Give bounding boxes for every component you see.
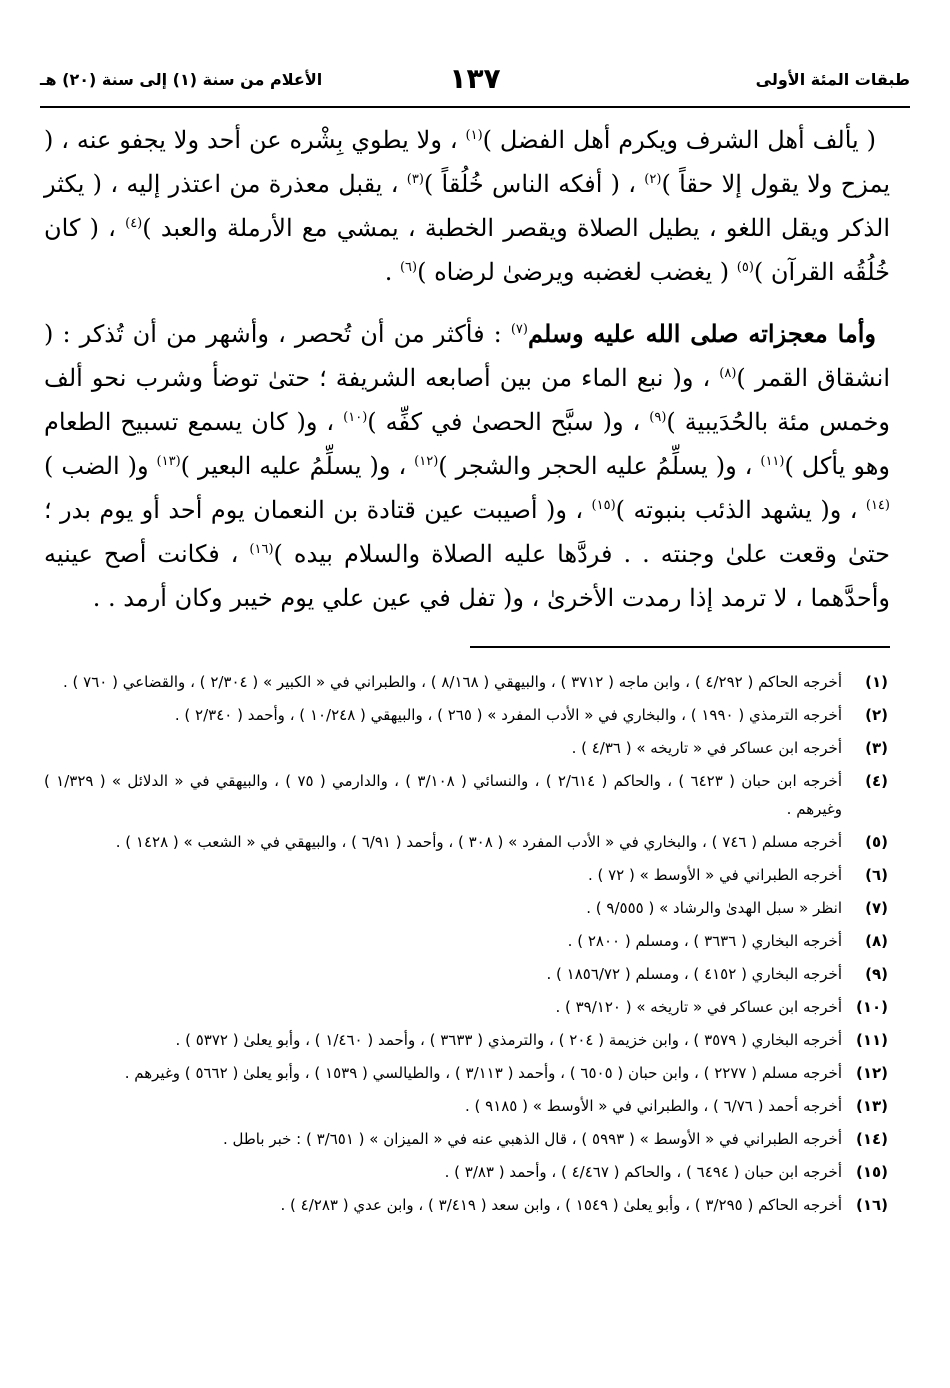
footnote-ref: (١١) <box>760 454 785 469</box>
footnote-text: أخرجه ابن حبان ( ٦٤٩٤ ) ، والحاكم ( ٤/٤٦٧ ) ، وأحمد ( ٣/٨٣ ) . <box>444 1163 842 1181</box>
text-run: ، ( كان خُلُقُه القرآن ) <box>44 214 890 286</box>
footnote-text: أخرجه الترمذي ( ١٩٩٠ ) ، والبخاري في « الأدب المفرد » ( ٢٦٥ ) ، والبيهقي ( ١٠/٢٤٨ ) ، وأحمد ( ٢/٣٤٠ ) . <box>174 706 842 724</box>
paragraph-miracles <box>44 312 890 620</box>
footnote-number: (١٦) <box>855 1196 888 1214</box>
footnote-number: (٢) <box>865 706 888 724</box>
text-run: ، و( كان يسمع تسبيح الطعام وهو يأكل ) <box>44 408 890 480</box>
footnote-rule <box>470 646 890 648</box>
text-run: ، و( يسلِّمُ عليه الحجر والشجر ) <box>438 452 761 480</box>
footnote-item <box>44 734 888 762</box>
book-title: طبقات المئة الأولى <box>755 70 910 89</box>
footnote-ref: (١٢) <box>414 454 439 469</box>
text-run: ، ( أفكه الناس خُلُقاً ) <box>423 170 645 198</box>
footnote-item <box>44 960 888 988</box>
footnote-ref: (٧) <box>510 322 528 337</box>
section-title: الأعلام من سنة (١) إلى سنة (٢٠) هـ <box>40 70 323 89</box>
paragraph-lead: وأما معجزاته صلى الله عليه وسلم <box>527 319 877 348</box>
footnote-ref: (٢) <box>644 172 662 187</box>
text-run: و( الضب ) <box>44 452 157 480</box>
footnote-number: (٥) <box>865 833 888 851</box>
text-run: ( يألف أهل الشرف ويكرم أهل الفضل ) <box>482 126 876 154</box>
text-run: ( يغضب لغضبه ويرضىٰ لرضاه ) <box>417 258 737 286</box>
footnote-item <box>44 668 888 696</box>
footnote-number: (٩) <box>865 965 888 983</box>
footnote-ref: (٩) <box>649 410 667 425</box>
footnote-item <box>44 993 888 1021</box>
footnote-text: أخرجه ابن حبان ( ٦٤٢٣ ) ، والحاكم ( ٢/٦١٤ ) ، والنسائي ( ٣/١٠٨ ) ، والدارمي ( ٧٥ ) ، والبيهقي في « الدلائل » ( ١/٣٢٩ ) وغيرهم . <box>44 772 842 818</box>
footnote-number: (١٥) <box>855 1163 888 1181</box>
main-text <box>44 118 890 638</box>
footnote-number: (١٤) <box>855 1130 888 1148</box>
footnote-text: أخرجه الطبراني في « الأوسط » ( ٧٢ ) . <box>587 866 842 884</box>
footnote-text: أخرجه الطبراني في « الأوسط » ( ٥٩٩٣ ) ، قال الذهبي عنه في « الميزان » ( ٣/٦٥١ ) : خبر باطل . <box>222 1130 842 1148</box>
footnote-text: أخرجه مسلم ( ٧٤٦ ) ، والبخاري في « الأدب المفرد » ( ٣٠٨ ) ، وأحمد ( ٦/٩١ ) ، والبيهقي في « الشعب » ( ١٤٢٨ ) . <box>115 833 842 851</box>
footnote-text: أخرجه الحاكم ( ٤/٢٩٢ ) ، وابن ماجه ( ٣٧١٢ ) ، والبيهقي ( ٨/١٦٨ ) ، والطبراني في « الكبير » ( ٢/٣٠٤ ) ، والقضاعي ( ٧٦٠ ) . <box>62 673 842 691</box>
footnote-ref: (١٠) <box>343 410 368 425</box>
footnote-text: أخرجه أحمد ( ٦/٧٦ ) ، والطبراني في « الأوسط » ( ٩١٨٥ ) . <box>464 1097 842 1115</box>
footnote-text: أخرجه الحاكم ( ٣/٢٩٥ ) ، وأبو يعلىٰ ( ١٥٤٩ ) ، وابن سعد ( ٣/٤١٩ ) ، وابن عدي ( ٤/٢٨٣ ) . <box>280 1196 842 1214</box>
footnote-ref: (١٥) <box>591 498 616 513</box>
footnote-number: (٣) <box>865 739 888 757</box>
footnote-ref: (٥) <box>736 260 754 275</box>
page-header <box>40 62 910 102</box>
footnote-text: أخرجه البخاري ( ٤١٥٢ ) ، ومسلم ( ١٨٥٦/٧٢ ) . <box>546 965 842 983</box>
text-run: ، و( يشهد الذئب بنبوته ) <box>615 496 866 524</box>
footnote-item <box>44 1191 888 1219</box>
text-run: ، و( نبع الماء من بين أصابعه الشريفة ؛ حتىٰ توضأ وشرب نحو ألف وخمس مئة بالحُدَيبية ) <box>44 364 890 436</box>
footnote-text: أخرجه مسلم ( ٢٢٧٧ ) ، وابن حبان ( ٦٥٠٥ ) ، وأحمد ( ٣/١١٣ ) ، والطيالسي ( ١٥٣٩ ) ، وأبو يعلىٰ ( ٥٦٦٢ ) وغيرهم . <box>124 1064 842 1082</box>
footnote-number: (١) <box>865 673 888 691</box>
footnote-ref: (١٤) <box>865 498 890 513</box>
footnote-text: أخرجه ابن عساكر في « تاريخه » ( ٣٩/١٢٠ ) . <box>555 998 842 1016</box>
footnote-ref: (١٦) <box>249 542 274 557</box>
footnote-number: (١٢) <box>855 1064 888 1082</box>
header-rule <box>40 106 910 108</box>
footnote-text: أخرجه البخاري ( ٣٦٣٦ ) ، ومسلم ( ٢٨٠٠ ) . <box>567 932 842 950</box>
footnote-ref: (٦) <box>399 260 418 275</box>
text-run: . <box>384 258 400 286</box>
page-number: ١٣٧ <box>449 62 501 95</box>
footnotes <box>44 668 888 1224</box>
footnote-text: انظر « سبل الهدىٰ والرشاد » ( ٩/٥٥٥ ) . <box>586 899 842 917</box>
footnote-item <box>44 1125 888 1153</box>
footnote-number: (١٣) <box>855 1097 888 1115</box>
footnote-ref: (٨) <box>719 366 737 381</box>
footnote-text: أخرجه البخاري ( ٣٥٧٩ ) ، وابن خزيمة ( ٢٠٤ ) ، والترمذي ( ٣٦٣٣ ) ، وأحمد ( ١/٤٦٠ ) ، وأبو يعلىٰ ( ٥٣٧٢ ) . <box>175 1031 842 1049</box>
footnote-text: أخرجه ابن عساكر في « تاريخه » ( ٤/٣٦ ) . <box>571 739 842 757</box>
footnote-item <box>44 828 888 856</box>
footnote-item <box>44 861 888 889</box>
footnote-number: (١٠) <box>855 998 888 1016</box>
footnote-item <box>44 1158 888 1186</box>
text-run: : فأكثر من أن تُحصر ، وأشهر من أن تُذكر : ( انشقاق القمر ) <box>44 320 890 392</box>
footnote-number: (٧) <box>865 899 888 917</box>
footnote-ref: (١٣) <box>156 454 181 469</box>
paragraph-character <box>44 118 890 294</box>
footnote-item <box>44 1026 888 1054</box>
footnote-ref: (١) <box>465 128 483 143</box>
footnote-number: (٦) <box>865 866 888 884</box>
text-run: ، و( أصيبت عين قتادة بن النعمان يوم أحد أو يوم بدر ؛ حتىٰ وقعت علىٰ وجنته . . فردَّها عليه الصلاة والسلام بيده ) <box>44 496 891 568</box>
footnote-item <box>44 927 888 955</box>
footnote-number: (٤) <box>865 772 888 790</box>
text-run: ، و( يسلِّمُ عليه البعير ) <box>180 452 415 480</box>
text-run: ، فكانت أصح عينيه وأحدَّهما ، لا ترمد إذا رمدت الأخرىٰ ، و( تفل في عين علي يوم خيبر وكان أرمد . . <box>44 540 890 612</box>
footnote-item <box>44 767 888 823</box>
footnote-ref: (٣) <box>406 172 424 187</box>
footnote-item <box>44 1059 888 1087</box>
footnote-number: (١١) <box>855 1031 888 1049</box>
text-run: ، يقبل معذرة من اعتذر إليه ، ( يكثر الذكر ويقل اللغو ، يطيل الصلاة ويقصر الخطبة ، يمشي مع الأرملة والعبد ) <box>44 170 891 242</box>
footnote-ref: (٤) <box>125 216 143 231</box>
footnote-item <box>44 894 888 922</box>
footnote-item <box>44 701 888 729</box>
footnote-item <box>44 1092 888 1120</box>
footnote-number: (٨) <box>865 932 888 950</box>
text-run: ، ولا يطوي بِشْره عن أحد ولا يجفو عنه ، ( يمزح ولا يقول إلا حقاً ) <box>44 126 891 198</box>
text-run: ، و( سبَّح الحصىٰ في كفِّه ) <box>367 408 650 436</box>
